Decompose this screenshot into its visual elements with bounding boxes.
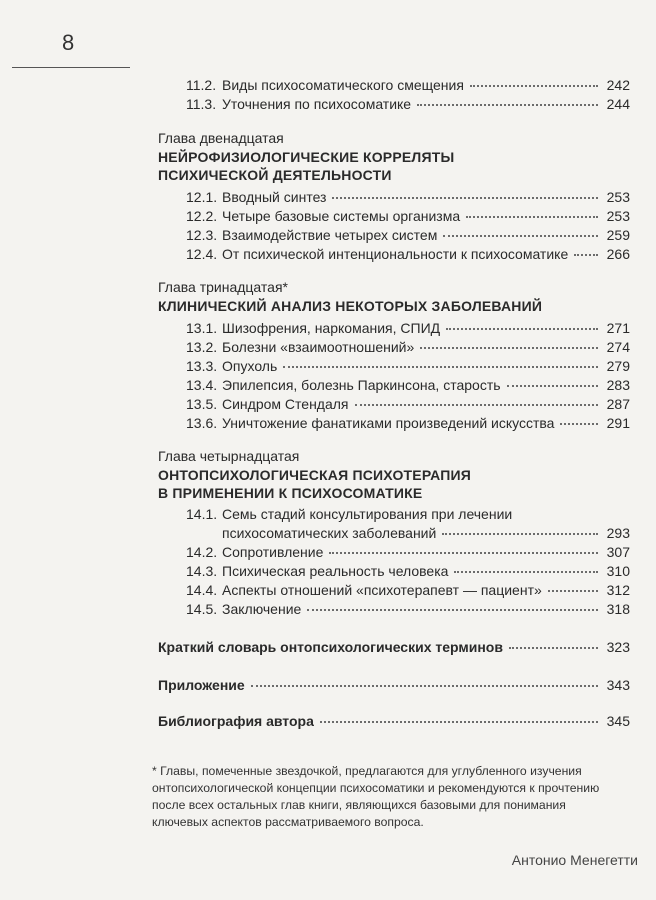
toc-entry-title: Синдром Стендаля	[222, 396, 349, 412]
toc-entry-title: Уничтожение фанатиками произведений искусства	[222, 415, 555, 431]
toc-entry-14-5	[186, 600, 630, 618]
toc-entry-title: От психической интенциональности к психосоматике	[222, 246, 569, 262]
dot-leader	[466, 216, 598, 218]
toc-entry-number: 13.6.	[186, 415, 218, 431]
author-name: Антонио Менегетти	[511, 852, 638, 868]
toc-entry-number: 13.4.	[186, 377, 218, 393]
toc-entry-page: 312	[606, 582, 630, 598]
toc-entry-12-1	[186, 188, 630, 206]
chapter-13-title: КЛИНИЧЕСКИЙ АНАЛИЗ НЕКОТОРЫХ ЗАБОЛЕВАНИЙ	[158, 298, 543, 314]
toc-entry-13-1	[186, 319, 630, 337]
toc-entry-page: 310	[606, 563, 630, 579]
toc-entry-title: Заключение	[222, 601, 302, 617]
toc-entry-title: Шизофрения, наркомания, СПИД	[222, 320, 441, 336]
toc-entry-page: 271	[606, 320, 630, 336]
toc-entry-number: 12.3.	[186, 227, 218, 243]
toc-entry-title: Виды психосоматического смещения	[222, 77, 464, 93]
toc-entry-13-3	[186, 357, 630, 375]
toc-entry-title: Аспекты отношений «психотерапевт — пациент»	[222, 582, 542, 598]
toc-entry-title: Взаимодействие четырех систем	[222, 227, 438, 243]
dot-leader	[417, 104, 598, 106]
toc-entry-title: Сопротивление	[222, 544, 324, 560]
dot-leader	[507, 385, 598, 387]
toc-entry-title: Психическая реальность человека	[222, 563, 449, 579]
toc-entry-number: 12.2.	[186, 208, 218, 224]
toc-entry-number: 12.4.	[186, 246, 218, 262]
chapter-14-label: Глава четырнадцатая	[158, 448, 300, 464]
toc-entry-number: 12.1.	[186, 189, 218, 205]
toc-entry-page: 293	[606, 525, 630, 541]
toc-entry-number: 13.5.	[186, 396, 218, 412]
toc-entry-title: Болезни «взаимоотношений»	[222, 339, 415, 355]
page-number: 8	[62, 30, 75, 55]
toc-entry-appendix	[158, 676, 630, 694]
toc-entry-page: 343	[606, 677, 630, 693]
toc-entry-14-1	[222, 524, 630, 542]
toc-entry-page: 279	[606, 358, 630, 374]
chapter-12-title-line2: ПСИХИЧЕСКОЙ ДЕЯТЕЛЬНОСТИ	[158, 167, 392, 183]
dot-leader	[420, 347, 598, 349]
toc-entry-page: 274	[606, 339, 630, 355]
header-rule	[12, 67, 130, 68]
toc-entry-page: 242	[606, 77, 630, 93]
toc-entry-14-3	[186, 562, 630, 580]
toc-entry-12-3	[186, 226, 630, 244]
toc-entry-page: 307	[606, 544, 630, 560]
toc-entry-number: 13.2.	[186, 339, 218, 355]
dot-leader	[442, 533, 598, 535]
toc-entry-11-3	[186, 95, 630, 113]
dot-leader	[332, 197, 598, 199]
dot-leader	[283, 366, 598, 368]
toc-entry-page: 345	[606, 713, 630, 729]
toc-entry-page: 287	[606, 396, 630, 412]
toc-entry-title: Эпилепсия, болезнь Паркинсона, старость	[222, 377, 501, 393]
toc-entry-page: 291	[606, 415, 630, 431]
toc-entry-glossary	[158, 638, 630, 656]
toc-entry-page: 253	[606, 189, 630, 205]
toc-entry-page: 323	[606, 639, 630, 655]
dot-leader	[251, 685, 598, 687]
chapter-13-label: Глава тринадцатая*	[158, 279, 288, 295]
toc-entry-14-2	[186, 543, 630, 561]
toc-entry-number: 14.4.	[186, 582, 218, 598]
dot-leader	[320, 721, 598, 723]
dot-leader	[574, 254, 598, 256]
toc-entry-13-4	[186, 376, 630, 394]
toc-entry-14-4	[186, 581, 630, 599]
toc-entry-page: 283	[606, 377, 630, 393]
chapter-12-title-line1: НЕЙРОФИЗИОЛОГИЧЕСКИЕ КОРРЕЛЯТЫ	[158, 149, 455, 165]
toc-entry-bibliography	[158, 712, 630, 730]
toc-entry-13-5	[186, 395, 630, 413]
toc-entry-page: 266	[606, 246, 630, 262]
dot-leader	[548, 590, 598, 592]
footnote: * Главы, помеченные звездочкой, предлагаются для углубленного изучения онтопсихологической концепции психосоматики и рекомендуются к прочтению после всех остальных глав книги, являющихся базовыми для понимания ключевых аспектов рассматриваемого вопроса.	[152, 764, 600, 829]
dot-leader	[443, 235, 598, 237]
toc-entry-title: Библиография автора	[158, 713, 314, 729]
dot-leader	[446, 328, 598, 330]
toc-entry-title: Приложение	[158, 677, 245, 693]
toc-entry-title: Краткий словарь онтопсихологических терминов	[158, 639, 503, 655]
toc-entry-number: 14.3.	[186, 563, 218, 579]
toc-entry-title-line1: Семь стадий консультирования при лечении	[222, 506, 513, 522]
toc-entry-11-2	[186, 76, 630, 94]
dot-leader	[329, 552, 598, 554]
toc-entry-page: 259	[606, 227, 630, 243]
toc-entry-12-4	[186, 245, 630, 263]
toc-entry-13-6	[186, 414, 630, 432]
dot-leader	[454, 571, 598, 573]
toc-entry-title: Опухоль	[222, 358, 278, 374]
toc-entry-title: Уточнения по психосоматике	[222, 96, 412, 112]
toc-entry-number: 13.3.	[186, 358, 218, 374]
dot-leader	[470, 85, 598, 87]
chapter-12-label: Глава двенадцатая	[158, 130, 284, 146]
toc-entry-title: Вводный синтез	[222, 189, 327, 205]
dot-leader	[560, 423, 598, 425]
toc-entry-page: 318	[606, 601, 630, 617]
chapter-14-title-line1: ОНТОПСИХОЛОГИЧЕСКАЯ ПСИХОТЕРАПИЯ	[158, 467, 472, 483]
toc-entry-number: 11.2.	[186, 77, 217, 93]
toc-entry-13-2	[186, 338, 630, 356]
toc-entry-page: 253	[606, 208, 630, 224]
toc-entry-12-2	[186, 207, 630, 225]
toc-entry-14-1-line1	[186, 505, 512, 523]
dot-leader	[509, 647, 598, 649]
chapter-14-title-line2: В ПРИМЕНЕНИИ К ПСИХОСОМАТИКЕ	[158, 485, 423, 501]
dot-leader	[355, 404, 598, 406]
dot-leader	[307, 609, 598, 611]
toc-entry-number: 13.1.	[186, 320, 218, 336]
toc-entry-page: 244	[606, 96, 630, 112]
toc-entry-title: Четыре базовые системы организма	[222, 208, 461, 224]
toc-entry-number: 14.1.	[186, 506, 218, 522]
toc-entry-number: 11.3.	[186, 96, 217, 112]
toc-entry-number: 14.2.	[186, 544, 218, 560]
toc-entry-title: психосоматических заболеваний	[222, 525, 437, 541]
toc-entry-number: 14.5.	[186, 601, 218, 617]
